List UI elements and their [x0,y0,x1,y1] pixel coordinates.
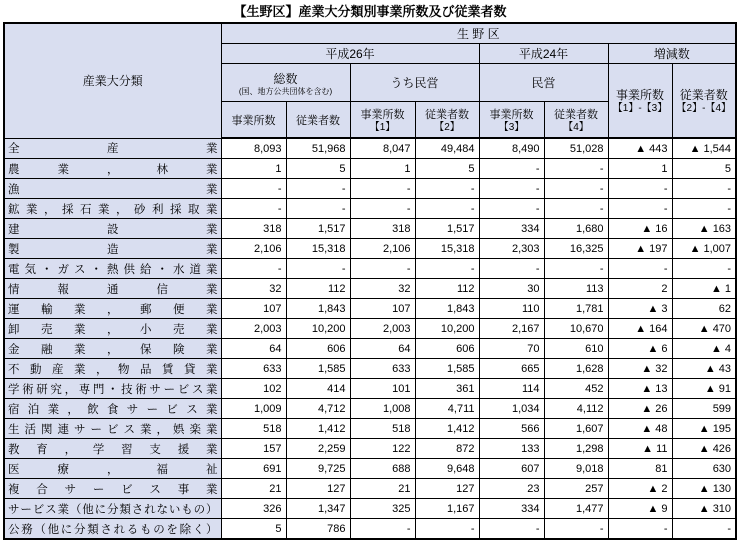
industry-label: 教 育 ， 学 習 支 援 業 [4,439,221,459]
col-header-industry-classification: 産業大分類 [4,23,221,138]
value-cell: - [544,199,608,219]
value-cell: 607 [479,459,544,479]
value-cell: 452 [544,379,608,399]
value-cell: 9,725 [286,459,350,479]
value-cell: 9,648 [415,459,479,479]
value-cell: 51,028 [544,138,608,159]
value-cell: 5 [415,159,479,179]
value-cell: - [415,519,479,540]
value-cell: 325 [350,499,415,519]
industry-label: 卸 売 業 ， 小 売 業 [4,319,221,339]
group-header-h26: 平成26年 [221,44,479,64]
value-cell: 102 [221,379,286,399]
industry-label: サービス業（他に分類されないもの） [4,499,221,519]
value-cell: 133 [479,439,544,459]
value-cell: - [672,259,736,279]
value-cell: 8,047 [350,138,415,159]
value-cell: 1 [608,159,672,179]
value-cell: 1,843 [286,299,350,319]
industry-label: 電 気 ・ ガ ス ・ 熱 供 給 ・ 水 道 業 [4,259,221,279]
value-cell: 16,325 [544,239,608,259]
value-cell: 127 [286,479,350,499]
value-cell: ▲ 16 [608,219,672,239]
value-cell: - [608,259,672,279]
table-row [4,459,736,479]
value-cell: 1,607 [544,419,608,439]
value-cell: 110 [479,299,544,319]
industry-label: 漁 業 [4,179,221,199]
col-header-private26-establishments: 事業所数 【1】 [350,102,415,139]
value-cell: 30 [479,279,544,299]
value-cell: - [286,259,350,279]
industry-label: 不 動 産 業 ， 物 品 賃 貸 業 [4,359,221,379]
col-header-private26-employees: 従業者数 【2】 [415,102,479,139]
value-cell: 1,477 [544,499,608,519]
value-cell: 326 [221,499,286,519]
col-header-private24-establishments: 事業所数 【3】 [479,102,544,139]
value-cell: 32 [350,279,415,299]
value-cell: 32 [221,279,286,299]
value-cell: - [479,199,544,219]
value-cell: ▲ 9 [608,499,672,519]
value-cell: 334 [479,499,544,519]
value-cell: 21 [221,479,286,499]
value-cell: 610 [544,339,608,359]
value-cell: 1,009 [221,399,286,419]
value-cell: - [608,199,672,219]
value-cell: 5 [286,159,350,179]
group-header-h24: 平成24年 [479,44,608,64]
value-cell: 114 [479,379,544,399]
table-row [4,399,736,419]
table-row [4,138,736,159]
value-cell: 15,318 [286,239,350,259]
value-cell: 566 [479,419,544,439]
value-cell: 1,843 [415,299,479,319]
value-cell: 2,303 [479,239,544,259]
value-cell: 1,517 [415,219,479,239]
value-cell: ▲ 1,007 [672,239,736,259]
value-cell: - [350,259,415,279]
value-cell: 318 [350,219,415,239]
value-cell: 8,490 [479,138,544,159]
industry-label: 生活関連サービス業，娯楽業 [4,419,221,439]
value-cell: 107 [221,299,286,319]
value-cell: 5 [221,519,286,540]
value-cell: ▲ 3 [608,299,672,319]
value-cell: - [544,179,608,199]
table-row [4,479,736,499]
industry-label: 製 造 業 [4,239,221,259]
table-row [4,179,736,199]
value-cell: 49,484 [415,138,479,159]
value-cell: 633 [221,359,286,379]
subgroup-header-total [221,64,350,102]
group-header-diff: 増減数 [608,44,736,64]
value-cell: 15,318 [415,239,479,259]
value-cell: 630 [672,459,736,479]
value-cell: 4,712 [286,399,350,419]
value-cell: 81 [608,459,672,479]
value-cell: - [221,179,286,199]
value-cell: 1,412 [415,419,479,439]
value-cell: 1 [221,159,286,179]
value-cell: 2,106 [221,239,286,259]
value-cell: 112 [286,279,350,299]
value-cell: ▲ 310 [672,499,736,519]
value-cell: ▲ 4 [672,339,736,359]
value-cell: 2,259 [286,439,350,459]
value-cell: 70 [479,339,544,359]
value-cell: 2,003 [350,319,415,339]
value-cell: 599 [672,399,736,419]
value-cell: 2 [608,279,672,299]
value-cell: - [350,199,415,219]
value-cell: 64 [350,339,415,359]
industry-label: 鉱 業 ， 採 石 業 ， 砂 利 採 取 業 [4,199,221,219]
value-cell: - [544,159,608,179]
value-cell: ▲ 164 [608,319,672,339]
industry-label: 全 産 業 [4,138,221,159]
value-cell: - [479,179,544,199]
value-cell: 518 [221,419,286,439]
col-header-total-establishments: 事業所数 [221,102,286,139]
table-row [4,339,736,359]
value-cell: ▲ 13 [608,379,672,399]
value-cell: 112 [415,279,479,299]
value-cell: 10,200 [286,319,350,339]
value-cell: 5 [672,159,736,179]
value-cell: ▲ 1 [672,279,736,299]
value-cell: ▲ 470 [672,319,736,339]
value-cell: 51,968 [286,138,350,159]
col-header-private24-employees: 従業者数 【4】 [544,102,608,139]
value-cell: - [479,159,544,179]
value-cell: - [415,199,479,219]
industry-label: 金 融 業 ， 保 険 業 [4,339,221,359]
value-cell: ▲ 426 [672,439,736,459]
value-cell: ▲ 26 [608,399,672,419]
value-cell: - [544,259,608,279]
value-cell: 10,670 [544,319,608,339]
table-row [4,419,736,439]
value-cell: - [350,179,415,199]
industry-label: 学術研究，専門・技術サービス業 [4,379,221,399]
industry-label: 建 設 業 [4,219,221,239]
value-cell: 691 [221,459,286,479]
subgroup-total-note: (国、地方公共団体を含む) [238,86,333,96]
table-row [4,239,736,259]
value-cell: 101 [350,379,415,399]
value-cell: ▲ 48 [608,419,672,439]
page-title: 【生野区】産業大分類別事業所数及び従業者数 [233,4,507,19]
value-cell: 10,200 [415,319,479,339]
value-cell: 786 [286,519,350,540]
table-body [4,138,736,539]
value-cell: 4,112 [544,399,608,419]
value-cell: 665 [479,359,544,379]
diff-employees-ref: 【2】-【4】 [676,103,731,114]
value-cell: 872 [415,439,479,459]
region-header: 生 野 区 [221,23,736,44]
col-header-total-employees: 従業者数 [286,102,350,139]
value-cell: 157 [221,439,286,459]
diff-establishments-label: 事業所数 [615,88,664,102]
value-cell: 9,018 [544,459,608,479]
value-cell: ▲ 6 [608,339,672,359]
value-cell: 127 [415,479,479,499]
value-cell: 1,034 [479,399,544,419]
col-header-diff-employees [672,64,736,139]
table-row [4,439,736,459]
value-cell: - [286,179,350,199]
value-cell: 8,093 [221,138,286,159]
value-cell: 1,008 [350,399,415,419]
value-cell: - [350,519,415,540]
table-row [4,159,736,179]
table-row [4,319,736,339]
value-cell: ▲ 91 [672,379,736,399]
value-cell: 257 [544,479,608,499]
value-cell: 4,711 [415,399,479,419]
value-cell: 606 [286,339,350,359]
value-cell: 334 [479,219,544,239]
value-cell: - [672,519,736,540]
value-cell: - [221,199,286,219]
table-row [4,199,736,219]
value-cell: 361 [415,379,479,399]
industry-label: 医 療 ， 福 祉 [4,459,221,479]
table-row [4,259,736,279]
diff-establishments-ref: 【1】-【3】 [612,103,668,114]
industry-label: 農 業 ， 林 業 [4,159,221,179]
value-cell: - [608,179,672,199]
value-cell: ▲ 32 [608,359,672,379]
table-row [4,299,736,319]
table-row [4,279,736,299]
subgroup-total-label: 総数 [273,71,298,86]
value-cell: 2,003 [221,319,286,339]
value-cell: 122 [350,439,415,459]
value-cell: 688 [350,459,415,479]
value-cell: 1,680 [544,219,608,239]
value-cell: 606 [415,339,479,359]
value-cell: ▲ 43 [672,359,736,379]
value-cell: 23 [479,479,544,499]
subgroup-header-private24: 民営 [479,64,608,102]
subgroup-header-private26: うち民営 [350,64,479,102]
value-cell: - [221,259,286,279]
value-cell: - [672,199,736,219]
header-row-region [4,23,736,44]
value-cell: 1,585 [286,359,350,379]
value-cell: 1,412 [286,419,350,439]
value-cell: 1,781 [544,299,608,319]
value-cell: ▲ 1,544 [672,138,736,159]
value-cell: - [479,519,544,540]
value-cell: - [672,179,736,199]
value-cell: 1,167 [415,499,479,519]
value-cell: ▲ 443 [608,138,672,159]
industry-label: 運 輸 業 ， 郵 便 業 [4,299,221,319]
value-cell: - [415,179,479,199]
value-cell: 518 [350,419,415,439]
value-cell: ▲ 197 [608,239,672,259]
table-row [4,219,736,239]
value-cell: 1 [350,159,415,179]
col-header-diff-establishments [608,64,672,139]
table-row [4,499,736,519]
value-cell: 21 [350,479,415,499]
value-cell: 1,298 [544,439,608,459]
industry-statistics-table [3,22,737,540]
value-cell: 633 [350,359,415,379]
industry-label: 情 報 通 信 業 [4,279,221,299]
value-cell: 62 [672,299,736,319]
table-row [4,359,736,379]
value-cell: ▲ 2 [608,479,672,499]
value-cell: 1,347 [286,499,350,519]
value-cell: 414 [286,379,350,399]
value-cell: 107 [350,299,415,319]
value-cell: 64 [221,339,286,359]
value-cell: - [608,519,672,540]
value-cell: ▲ 11 [608,439,672,459]
industry-label: 複 合 サ ー ビ ス 事 業 [4,479,221,499]
value-cell: - [544,519,608,540]
table-row [4,379,736,399]
value-cell: 2,167 [479,319,544,339]
value-cell: ▲ 130 [672,479,736,499]
value-cell: 318 [221,219,286,239]
table-row [4,519,736,540]
value-cell: 1,585 [415,359,479,379]
value-cell: 113 [544,279,608,299]
value-cell: - [415,259,479,279]
value-cell: - [479,259,544,279]
value-cell: 1,628 [544,359,608,379]
value-cell: 1,517 [286,219,350,239]
value-cell: ▲ 195 [672,419,736,439]
value-cell: ▲ 163 [672,219,736,239]
value-cell: 2,106 [350,239,415,259]
value-cell: - [286,199,350,219]
industry-label: 公務（他に分類されるものを除く） [4,519,221,540]
table-header [4,23,736,138]
diff-employees-label: 従業者数 [679,88,728,102]
industry-label: 宿 泊 業 ， 飲 食 サ ー ビ ス 業 [4,399,221,419]
